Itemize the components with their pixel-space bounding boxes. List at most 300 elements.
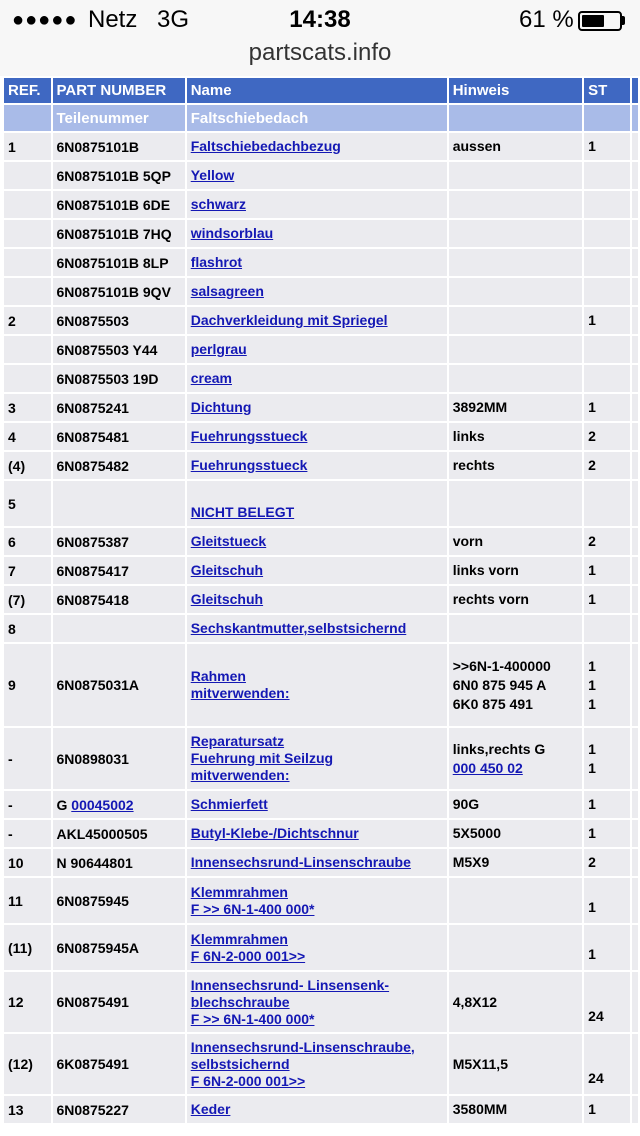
table-row[interactable] <box>4 849 638 876</box>
st-line: 1 <box>588 657 596 674</box>
cell-ref: 10 <box>4 849 51 876</box>
name-link[interactable]: NICHT BELEGT <box>190 503 295 520</box>
cell-ref <box>4 249 51 276</box>
cell-st <box>584 452 630 479</box>
hinweis-link[interactable]: 000 450 02 <box>452 759 523 776</box>
table-row[interactable] <box>4 791 638 818</box>
name-link[interactable]: blechschraube <box>190 993 290 1010</box>
cell-hinweis <box>449 528 582 555</box>
battery-percent: 61 % <box>519 6 574 33</box>
table-row[interactable] <box>4 365 638 392</box>
cell-overflow <box>632 728 638 789</box>
battery-tip <box>622 16 625 25</box>
cell-hinweis <box>449 925 582 970</box>
subheader-ref <box>4 105 51 131</box>
st-line: 1 <box>588 676 596 693</box>
cell-part-number <box>53 394 185 421</box>
st-line: 1 <box>588 1101 596 1117</box>
part-number-text: 6N0875417 <box>56 562 129 579</box>
st-line <box>588 988 630 1007</box>
cell-st <box>584 644 630 726</box>
cell-name <box>187 394 447 421</box>
cell-overflow <box>632 394 638 421</box>
part-number-text: 6N0875101B 8LP <box>56 254 169 271</box>
name-link[interactable]: Keder <box>190 1101 231 1117</box>
part-number-text: 6N0875503 Y44 <box>56 341 158 358</box>
cell-ref: (11) <box>4 925 51 970</box>
name-link[interactable]: Fuehrung mit Seilzug <box>190 750 334 766</box>
st-line: 1 <box>588 759 596 776</box>
st-line: 2 <box>588 428 596 444</box>
part-number-text: 6N0875491 <box>56 994 129 1010</box>
hinweis-line: M5X9 <box>452 854 490 870</box>
cell-name <box>187 791 447 818</box>
cell-overflow <box>632 925 638 970</box>
name-link[interactable]: Rahmen <box>190 668 246 684</box>
table-row[interactable] <box>4 133 638 160</box>
st-line <box>588 879 630 898</box>
part-number-text: 6N0875101B 5QP <box>56 167 171 184</box>
table-row[interactable] <box>4 644 638 726</box>
name-link[interactable]: windsorblau <box>190 225 274 241</box>
cell-part-number <box>53 849 185 876</box>
cell-st <box>584 528 630 555</box>
cell-st <box>584 133 630 160</box>
cell-overflow <box>632 133 638 160</box>
cell-name <box>187 191 447 218</box>
name-link[interactable]: Innensechsrund-Linsenschraube <box>190 854 411 870</box>
cell-st <box>584 220 630 247</box>
cell-name <box>187 481 447 526</box>
cell-name <box>187 820 447 847</box>
name-link[interactable]: F >> 6N-1-400 000* <box>190 900 315 917</box>
cell-part-number <box>53 644 185 726</box>
parts-table <box>2 76 640 1125</box>
cell-ref: 7 <box>4 557 51 584</box>
cell-st <box>584 586 630 613</box>
cell-st <box>584 481 630 526</box>
cell-ref: 2 <box>4 307 51 334</box>
cell-part-number <box>53 481 185 526</box>
column-header-name: Name <box>187 78 447 103</box>
cell-ref: 9 <box>4 644 51 726</box>
st-line: 1 <box>588 740 596 757</box>
clock: 14:38 <box>289 6 351 33</box>
cell-hinweis <box>449 133 582 160</box>
name-link[interactable]: Gleitstueck <box>190 533 267 549</box>
cell-name <box>187 278 447 305</box>
cell-name <box>187 307 447 334</box>
cell-overflow <box>632 278 638 305</box>
cell-hinweis <box>449 481 582 526</box>
cell-part-number <box>53 925 185 970</box>
part-number-text: 6N0875101B 7HQ <box>56 225 172 242</box>
cell-part-number <box>53 365 185 392</box>
cell-part-number <box>53 972 185 1032</box>
part-number-text: 6K0875491 <box>56 1056 129 1072</box>
name-link[interactable]: Fuehrungsstueck <box>190 428 308 444</box>
cell-overflow <box>632 644 638 726</box>
cell-part-number <box>53 586 185 613</box>
name-link[interactable]: Klemmrahmen <box>190 883 288 900</box>
table-row[interactable] <box>4 423 638 450</box>
parts-table-container[interactable] <box>0 76 640 1136</box>
hinweis-line: 3892MM <box>452 399 508 415</box>
hinweis-line: vorn <box>452 533 484 549</box>
cell-ref: - <box>4 791 51 818</box>
cell-part-number <box>53 336 185 363</box>
part-number-text: 6N0875945 <box>56 892 129 909</box>
cell-hinweis <box>449 644 582 726</box>
cell-hinweis <box>449 162 582 189</box>
address-bar[interactable] <box>0 40 640 76</box>
name-link[interactable]: Butyl-Klebe-/Dichtschnur <box>190 825 359 841</box>
table-row[interactable] <box>4 249 638 276</box>
name-link[interactable]: mitverwenden: <box>190 685 290 701</box>
cell-overflow <box>632 220 638 247</box>
cell-overflow <box>632 191 638 218</box>
name-link[interactable]: Klemmrahmen <box>190 930 288 947</box>
cell-hinweis <box>449 1096 582 1123</box>
table-row[interactable] <box>4 191 638 218</box>
st-line <box>588 1050 630 1069</box>
cell-overflow <box>632 307 638 334</box>
cell-overflow <box>632 249 638 276</box>
cell-hinweis <box>449 728 582 789</box>
cell-hinweis <box>449 220 582 247</box>
cell-ref <box>4 191 51 218</box>
part-number-text: N 90644801 <box>56 854 133 871</box>
name-link[interactable]: F >> 6N-1-400 000* <box>190 1010 315 1027</box>
cell-hinweis <box>449 249 582 276</box>
name-line <box>191 487 447 504</box>
cell-ref: - <box>4 820 51 847</box>
hinweis-line: 4,8X12 <box>452 993 498 1010</box>
cell-hinweis <box>449 423 582 450</box>
cell-st <box>584 336 630 363</box>
cell-st <box>584 791 630 818</box>
name-link[interactable]: salsagreen <box>190 283 264 299</box>
part-number-text: 6N0875482 <box>56 457 129 474</box>
cell-part-number <box>53 133 185 160</box>
cell-name <box>187 133 447 160</box>
table-row[interactable] <box>4 528 638 555</box>
cell-overflow <box>632 162 638 189</box>
table-row[interactable] <box>4 615 638 642</box>
st-line: 24 <box>588 1070 604 1086</box>
subheader-hinweis <box>449 105 582 131</box>
cell-name <box>187 849 447 876</box>
cell-ref: 12 <box>4 972 51 1032</box>
table-row[interactable] <box>4 452 638 479</box>
table-row[interactable] <box>4 336 638 363</box>
name-link[interactable]: flashrot <box>190 254 243 270</box>
st-line: 1 <box>588 825 596 841</box>
cell-st <box>584 878 630 923</box>
subheader-overflow <box>632 105 638 131</box>
name-link[interactable]: Gleitschuh <box>190 562 264 578</box>
cell-overflow <box>632 972 638 1032</box>
cell-name <box>187 615 447 642</box>
cell-hinweis <box>449 307 582 334</box>
hinweis-line: 6N0 875 945 A <box>452 676 547 693</box>
table-row[interactable] <box>4 586 638 613</box>
hinweis-line: links,rechts G <box>452 740 546 757</box>
cell-part-number <box>53 278 185 305</box>
cell-st <box>584 972 630 1032</box>
name-link[interactable]: perlgrau <box>190 341 247 357</box>
part-number-text: 6N0875031A <box>56 677 140 693</box>
table-row[interactable] <box>4 278 638 305</box>
st-line: 1 <box>588 312 596 328</box>
hinweis-line: rechts vorn <box>452 591 529 607</box>
cell-st <box>584 365 630 392</box>
cell-part-number <box>53 615 185 642</box>
part-number-text: 6N0875503 19D <box>56 370 159 387</box>
cell-hinweis <box>449 365 582 392</box>
part-number-text: AKL45000505 <box>56 825 148 842</box>
cell-hinweis <box>449 557 582 584</box>
cell-overflow <box>632 336 638 363</box>
cell-name <box>187 1096 447 1123</box>
part-number-text: 6N0875227 <box>56 1101 129 1118</box>
column-header-hinweis: Hinweis <box>449 78 582 103</box>
battery-fill <box>582 15 604 27</box>
cell-name <box>187 249 447 276</box>
network-type: 3G <box>157 6 190 33</box>
subheader-st <box>584 105 630 131</box>
status-bar <box>0 0 640 40</box>
cell-name <box>187 162 447 189</box>
name-link[interactable]: Faltschiebedachbezug <box>190 138 341 154</box>
cell-part-number <box>53 791 185 818</box>
hinweis-line: 5X5000 <box>452 825 501 841</box>
st-line: 1 <box>588 399 596 415</box>
cell-st <box>584 820 630 847</box>
cell-ref: 8 <box>4 615 51 642</box>
cell-name <box>187 728 447 789</box>
cell-st <box>584 423 630 450</box>
name-link[interactable]: Sechskantmutter,selbstsichernd <box>190 620 407 636</box>
cell-st <box>584 728 630 789</box>
signal-strength-icon: ●●●●● <box>12 9 78 31</box>
table-row[interactable] <box>4 220 638 247</box>
st-line: 1 <box>588 695 596 712</box>
cell-st <box>584 925 630 970</box>
table-row[interactable] <box>4 557 638 584</box>
name-link[interactable]: Dachverkleidung mit Spriegel <box>190 312 388 328</box>
part-number-text: 6N0898031 <box>56 750 129 767</box>
cell-hinweis <box>449 452 582 479</box>
cell-st <box>584 1096 630 1123</box>
cell-name <box>187 220 447 247</box>
part-number-text: 6N0875101B 6DE <box>56 196 171 213</box>
cell-overflow <box>632 1096 638 1123</box>
column-header-overflow <box>632 78 638 103</box>
subheader-name: Faltschiebedach <box>187 105 447 131</box>
st-line: 1 <box>588 591 596 607</box>
table-row[interactable] <box>4 820 638 847</box>
cell-name <box>187 365 447 392</box>
cell-hinweis <box>449 1034 582 1094</box>
cell-part-number <box>53 307 185 334</box>
column-header-part-number: PART NUMBER <box>53 78 185 103</box>
name-link[interactable]: Schmierfett <box>190 796 268 812</box>
st-line: 1 <box>588 899 596 915</box>
hinweis-line: >>6N-1-400000 <box>452 657 551 674</box>
table-row[interactable] <box>4 925 638 970</box>
cell-name <box>187 1034 447 1094</box>
cell-ref: 13 <box>4 1096 51 1123</box>
st-line: 1 <box>588 796 596 812</box>
part-number-text: 6N0875418 <box>56 591 129 608</box>
cell-overflow <box>632 528 638 555</box>
name-link[interactable]: Innensechsrund-Linsenschraube, <box>190 1038 415 1055</box>
name-link[interactable]: cream <box>190 370 232 386</box>
cell-ref: 3 <box>4 394 51 421</box>
cell-hinweis <box>449 336 582 363</box>
name-link[interactable]: Fuehrungsstueck <box>190 457 308 473</box>
st-line <box>588 926 630 945</box>
cell-hinweis <box>449 849 582 876</box>
cell-st <box>584 278 630 305</box>
cell-ref: (12) <box>4 1034 51 1094</box>
cell-st <box>584 249 630 276</box>
cell-st <box>584 615 630 642</box>
cell-st <box>584 162 630 189</box>
cell-st <box>584 191 630 218</box>
st-line: 2 <box>588 854 596 870</box>
cell-ref <box>4 365 51 392</box>
cell-ref: 5 <box>4 481 51 526</box>
cell-part-number <box>53 728 185 789</box>
part-number-text: 6N0875241 <box>56 399 129 416</box>
cell-ref: - <box>4 728 51 789</box>
subheader-part: Teilenummer <box>53 105 185 131</box>
cell-ref: 6 <box>4 528 51 555</box>
table-row[interactable] <box>4 481 638 526</box>
table-row[interactable] <box>4 878 638 923</box>
cell-name <box>187 557 447 584</box>
cell-part-number <box>53 452 185 479</box>
cell-part-number <box>53 1096 185 1123</box>
table-row[interactable] <box>4 307 638 334</box>
cell-overflow <box>632 820 638 847</box>
cell-name <box>187 644 447 726</box>
cell-st <box>584 1034 630 1094</box>
hinweis-line: 6K0 875 491 <box>452 695 533 712</box>
table-row[interactable] <box>4 1034 638 1094</box>
cell-name <box>187 925 447 970</box>
st-line: 1 <box>588 562 596 578</box>
cell-name <box>187 336 447 363</box>
cell-ref <box>4 278 51 305</box>
name-link[interactable]: Dichtung <box>190 399 252 415</box>
cell-overflow <box>632 452 638 479</box>
name-link[interactable]: F 6N-2-000 001>> <box>190 947 306 964</box>
cell-st <box>584 394 630 421</box>
cell-name <box>187 878 447 923</box>
name-link[interactable]: Reparatursatz <box>190 733 285 749</box>
table-row[interactable] <box>4 972 638 1032</box>
cell-overflow <box>632 878 638 923</box>
hinweis-line: links vorn <box>452 562 519 578</box>
hinweis-line: rechts <box>452 457 495 473</box>
cell-name <box>187 972 447 1032</box>
table-row[interactable] <box>4 728 638 789</box>
name-link[interactable]: schwarz <box>190 196 246 212</box>
name-link[interactable]: Innensechsrund- Linsensenk- <box>190 976 390 993</box>
cell-name <box>187 528 447 555</box>
cell-ref <box>4 220 51 247</box>
name-link[interactable]: selbstsichernd <box>190 1055 290 1072</box>
cell-part-number <box>53 528 185 555</box>
cell-hinweis <box>449 586 582 613</box>
column-header-st: ST <box>584 78 630 103</box>
name-link[interactable]: Gleitschuh <box>190 591 264 607</box>
cell-name <box>187 452 447 479</box>
hinweis-line: M5X11,5 <box>452 1055 508 1072</box>
cell-name <box>187 586 447 613</box>
cell-ref: 1 <box>4 133 51 160</box>
name-link[interactable]: F 6N-2-000 001>> <box>190 1072 306 1089</box>
name-link[interactable]: Yellow <box>190 167 235 183</box>
url-text[interactable]: partscats.info <box>248 39 392 66</box>
part-number-link[interactable]: 00045002 <box>71 796 134 813</box>
hinweis-line: 90G <box>452 796 480 812</box>
cell-overflow <box>632 586 638 613</box>
part-number-text: 6N0875503 <box>56 312 129 329</box>
cell-hinweis <box>449 820 582 847</box>
table-row[interactable] <box>4 162 638 189</box>
cell-part-number <box>53 820 185 847</box>
cell-hinweis <box>449 394 582 421</box>
hinweis-line: links <box>452 428 485 444</box>
cell-part-number <box>53 249 185 276</box>
hinweis-line: 3580MM <box>452 1101 508 1117</box>
carrier-label: Netz <box>88 6 138 33</box>
cell-st <box>584 557 630 584</box>
cell-overflow <box>632 423 638 450</box>
cell-overflow <box>632 615 638 642</box>
cell-ref: 4 <box>4 423 51 450</box>
cell-hinweis <box>449 191 582 218</box>
cell-st <box>584 307 630 334</box>
st-line: 24 <box>588 1008 604 1024</box>
name-link[interactable]: mitverwenden: <box>190 767 290 783</box>
table-subheader-row <box>4 105 638 131</box>
cell-overflow <box>632 557 638 584</box>
cell-ref: (4) <box>4 452 51 479</box>
table-row[interactable] <box>4 1096 638 1123</box>
cell-hinweis <box>449 791 582 818</box>
column-header-ref: REF. <box>4 78 51 103</box>
cell-hinweis <box>449 615 582 642</box>
cell-name <box>187 423 447 450</box>
st-line: 1 <box>588 138 596 154</box>
part-number-text: 6N0875387 <box>56 533 129 550</box>
battery-icon <box>578 11 622 31</box>
cell-part-number <box>53 557 185 584</box>
cell-part-number <box>53 1034 185 1094</box>
part-number-text: 6N0875101B 9QV <box>56 283 171 300</box>
cell-hinweis <box>449 278 582 305</box>
part-number-text: 6N0875481 <box>56 428 129 445</box>
part-number-text: 6N0875101B <box>56 138 140 155</box>
table-header-row <box>4 78 638 103</box>
table-row[interactable] <box>4 394 638 421</box>
cell-part-number <box>53 191 185 218</box>
